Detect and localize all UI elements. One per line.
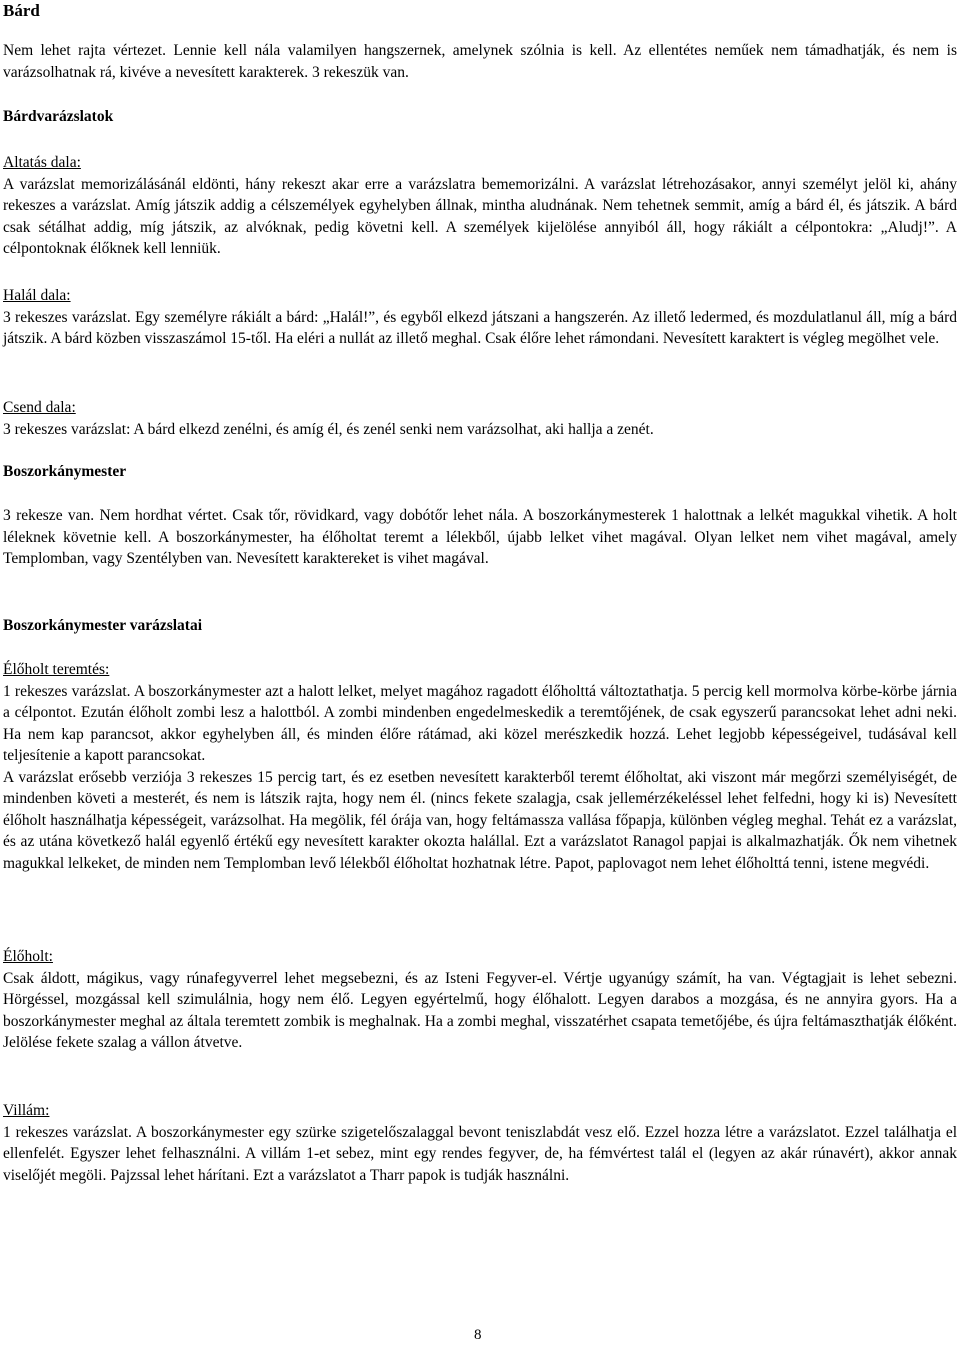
spell-name: Élőholt teremtés: bbox=[3, 661, 110, 678]
witch-intro: 3 rekesze van. Nem hordhat vértet. Csak tőr, rövidkard, vagy dobótőr lehet nála. A boszorkánymesterek 1 halottnak a lelkét magukkal vihetik. A holt léleknek követnie kell. A boszorkánymester, ha élőholtat teremt a lélekből, újabb lelket vihet magával. Olyan lelket nem vihet magával, amely Templomban, vagy Szentélyben van. Nevesített karaktereket is vihet magával. bbox=[3, 507, 957, 567]
spell-text: A varázslat erősebb verziója 3 rekeszes 15 percig tart, és ez esetben nevesített karakterből teremt élőholtat, aki viszont már megőrzi személyiségét, de mindenben követi a mesterét, és nem is látszik rajta, hogy nem él. (nincs fekete szalagja, csak jellemérzékeléssel lehet felfedni, hogy ki is) Nevesített élőholt használhatja képességeit, varázsolhat. Ha megölik, fél órája van, hogy feltámassza vallása főpapja, különben végleg meghal. Tehát ez a varázslat, és az utána következő halál egyenlő értékű egy nevesített karakter okozta halállal. Ezt a varázslatot Ranagol papjai is alkalmazhatják. Ők nem vihetnek magukkal lelkeket, de minden nem Templomban levő lélekből élőholtat hozhatnak létre. Papot, paplovagot nem lehet élőholttá tenni, istene megvédi. bbox=[3, 768, 957, 872]
section-title-witch: Boszorkánymester bbox=[3, 463, 127, 480]
bard-intro: Nem lehet rajta vértezet. Lennie kell nála valamilyen hangszernek, amelynek szólnia is kell. Az ellentétes neműek nem támadhatják, és nem is varázsolhatnak rá, kivéve a nevesített karakterek. 3 rekeszük van. bbox=[3, 42, 957, 81]
spell-text: Csak áldott, mágikus, vagy rúnafegyverrel lehet megsebezni, és az Isteni Fegyver-el. Vértje ugyanúgy számít, ha van. Végtagjait is lehet sebezni. Hörgéssel, mozgással kell szimulálnia, hogy nem élő. Legyen egyértelmű, hogy élőhalott. Legyen darabos a mozgása, és ne annyira gyors. Ha a boszorkánymester meghal az általa teremtett zombik is meghalnak. Ha a zombi meghal, visszatérhet csapata temetőjébe, és újra feltámaszthatják élőként. Jelölése fekete szalag a vállon átvetve. bbox=[3, 969, 957, 1051]
section-title-bard: Bárd bbox=[3, 1, 40, 20]
spell-text: 1 rekeszes varázslat. A boszorkánymester egy szürke szigetelőszalaggal bevont teniszlabdát vesz elő. Ezzel hozza létre a varázslatot. Ezzel találhatja el ellenfelét. Egyszer lehet felhasználni. A villám 1-et sebez, mint egy rendes fegyver, de, ha fémvértest talál el (legyen az akár rúnavért), akkor annak viselőjét megöli. Pajzssal lehet hárítani. Ezt a varázslatot a Tharr papok is tudják használni. bbox=[3, 1123, 957, 1184]
spell-eloholt bbox=[3, 946, 957, 1054]
spell-text: 1 rekeszes varázslat. A boszorkánymester azt a halott lelket, melyet magához ragadott élőholttá változtathatja. 5 percig kell mormolva körbe-körbe járnia a célpontot. Ezután élőholt zombi lesz a halottból. A zombi mindenben engedelmeskedik a teremtőjének, de csak egyszerű parancsokat lehet adni neki. Ha nem kap parancsot, akkor egyhelyben áll, és minden élőre rátámad, aki közel merészkedik hozzá. Lehet legjobb képességeivel, tudásával kell teljesítenie a kapott parancsokat. bbox=[3, 682, 957, 764]
spell-text: 3 rekeszes varázslat. Egy személyre rákiált a bárd: „Halál!”, és egyből elkezd játszani a hangszerén. Az illető ledermed, és mozdulatlanul áll, míg a bárd játszik. A bárd közben visszaszámol 15-től. Ha eléri a nullát az illető meghal. Csak élőre lehet rámondani. Nevesített karaktert is végleg megölhet vele. bbox=[3, 308, 957, 347]
spell-name: Élőholt: bbox=[3, 948, 53, 965]
spell-altatas bbox=[3, 152, 957, 260]
page-number: 8 bbox=[474, 1327, 482, 1343]
spell-eloholt-teremtes bbox=[3, 659, 957, 874]
spell-text: A varázslat memorizálásánál eldönti, hány rekeszt akar erre a varázslatra bememorizálni. A varázslat létrehozásakor, annyi személyt jelöl ki, ahány rekeszes a varázslat. Amíg játszik addig a célszemélyek egyhelyben állnak, mintha aludnának. Nem tehetnek semmit, amíg a bárd él, és játszik. A bárd csak sétálhat addig, míg játszik, az alvóknak, pedig követni kell. A személyek kijelölése annyiból áll, hogy rákiált a célpontokra: „Aludj!”. A célpontoknak élőknek kell lenniük. bbox=[3, 175, 957, 257]
spell-name: Csend dala: bbox=[3, 399, 76, 416]
bard-spells-heading: Bárdvarázslatok bbox=[3, 108, 114, 125]
spell-villam bbox=[3, 1100, 957, 1186]
spell-text: 3 rekeszes varázslat: A bárd elkezd zenélni, és amíg él, és zenél senki nem varázsolhat, aki hallja a zenét. bbox=[3, 420, 654, 438]
spell-csend bbox=[3, 397, 957, 440]
spell-name: Halál dala: bbox=[3, 287, 71, 304]
witch-spells-heading: Boszorkánymester varázslatai bbox=[3, 617, 203, 634]
spell-halal bbox=[3, 285, 957, 350]
spell-name: Altatás dala: bbox=[3, 154, 81, 171]
spell-name: Villám: bbox=[3, 1102, 50, 1119]
